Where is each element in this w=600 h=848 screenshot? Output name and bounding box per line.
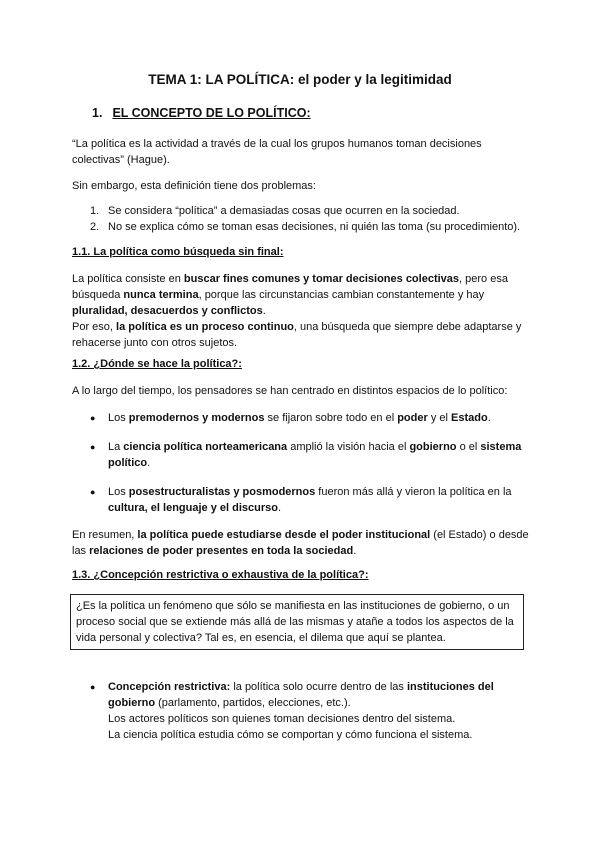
section-1-heading	[92, 106, 311, 120]
list-item: 2. No se explica cómo se toman esas decisiones, ni quién las toma (su procedimiento).	[90, 221, 521, 233]
section-1-1-paragraph: La política consiste en buscar fines comunes y tomar decisiones colectivas, pero esa búsqueda nunca termina, porque las circunstancias cambian constantemente y hay pluralidad, desacuerdos y conflictos. Por eso, la política es un proceso continuo, una búsqueda que siempre debe adaptarse y rehacerse junto con otros sujetos.	[72, 273, 522, 349]
hague-quote: “La política es la actividad a través de la cual los grupos humanos toman decisiones colectivas” (Hague).	[72, 138, 482, 166]
list-item: ● La ciencia política norteamericana amplió la visión hacia el gobierno o el sistema político.	[90, 441, 522, 469]
section-1-number: 1.	[92, 106, 103, 120]
bullet-icon: ●	[90, 442, 96, 452]
section-1-1-heading: 1.1. La política como búsqueda sin final:	[72, 246, 284, 258]
restrictive-label: Concepción restrictiva:	[108, 681, 231, 693]
list-item: 1. Se considera “política” a demasiadas cosas que ocurren en la sociedad.	[90, 205, 460, 217]
bullet-icon: ●	[90, 682, 96, 692]
list-item: ● Concepción restrictiva: la política solo ocurre dentro de las instituciones del gobierno (parlamento, partidos, elecciones, etc.). Los actores políticos son quienes toman decisiones dentro del sistema. La ciencia política estudia cómo se comportan y cómo funciona el sistema.	[90, 681, 494, 741]
list-item: ● Los posestructuralistas y posmodernos fueron más allá y vieron la política en la cultura, el lenguaje y el discurso.	[90, 486, 512, 514]
section-1-3-heading: 1.3. ¿Concepción restrictiva o exhaustiva de la política?:	[72, 569, 369, 581]
bullet-icon: ●	[90, 413, 96, 423]
section-1-2-summary: En resumen, la política puede estudiarse desde el poder institucional (el Estado) o desde las relaciones de poder presentes en toda la sociedad.	[72, 529, 529, 557]
section-1-2-heading: 1.2. ¿Dónde se hace la política?:	[72, 358, 242, 370]
problems-intro: Sin embargo, esta definición tiene dos problemas:	[72, 180, 316, 192]
section-1-title: EL CONCEPTO DE LO POLÍTICO:	[112, 106, 311, 120]
document-title: TEMA 1: LA POLÍTICA: el poder y la legitimidad	[148, 72, 452, 87]
list-item: ● Los premodernos y modernos se fijaron sobre todo en el poder y el Estado.	[90, 412, 491, 424]
problems-list	[90, 203, 540, 235]
section-1-2-intro: A lo largo del tiempo, los pensadores se han centrado en distintos espacios de lo político:	[72, 385, 508, 397]
bullet-icon: ●	[90, 487, 96, 497]
dilemma-box: ¿Es la política un fenómeno que sólo se manifiesta en las instituciones de gobierno, o un proceso social que se extiende más allá de las mismas y atañe a todos los aspectos de la vida personal y colectiva? Tal es, en esencia, el dilema que aquí se plantea.	[70, 594, 524, 650]
